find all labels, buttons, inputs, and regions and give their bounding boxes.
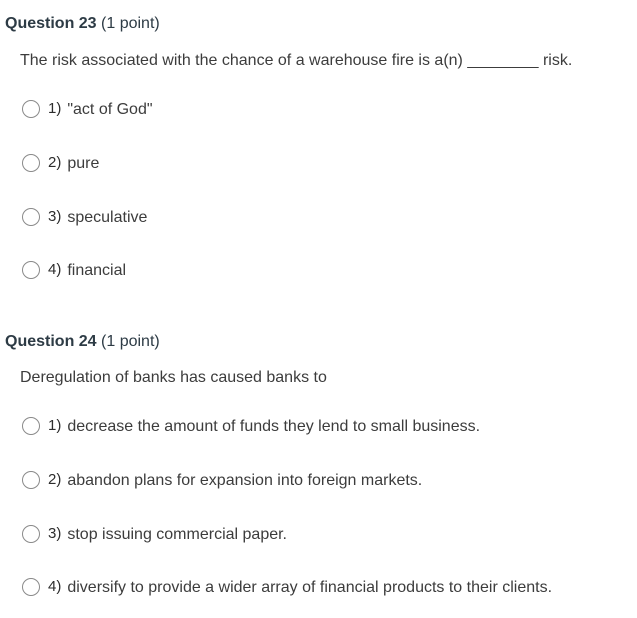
- radio-button[interactable]: [22, 154, 40, 172]
- answer-option-4[interactable]: [22, 575, 552, 599]
- answer-option-3[interactable]: [22, 205, 147, 229]
- answer-option-4[interactable]: [22, 258, 126, 282]
- option-number: 1): [48, 416, 62, 434]
- option-label: stop issuing commercial paper.: [67, 526, 287, 543]
- option-number: 3): [48, 207, 62, 225]
- option-number: 4): [48, 260, 62, 278]
- radio-button[interactable]: [22, 100, 40, 118]
- radio-button[interactable]: [22, 417, 40, 435]
- radio-button[interactable]: [22, 525, 40, 543]
- option-label: abandon plans for expansion into foreign markets.: [67, 472, 423, 489]
- option-number: 3): [48, 524, 62, 542]
- option-number: 4): [48, 577, 62, 595]
- question-header: [5, 333, 160, 351]
- radio-button[interactable]: [22, 471, 40, 489]
- question-points: (1 point): [101, 333, 160, 350]
- radio-button[interactable]: [22, 578, 40, 596]
- question-points: (1 point): [101, 15, 160, 32]
- option-label: "act of God": [67, 101, 153, 118]
- radio-button[interactable]: [22, 261, 40, 279]
- option-label: decrease the amount of funds they lend to small business.: [67, 418, 481, 435]
- option-label: diversify to provide a wider array of financial products to their clients.: [67, 579, 553, 596]
- question-title: Question 24: [5, 333, 97, 350]
- option-number: 2): [48, 153, 62, 171]
- question-header: [5, 15, 160, 33]
- option-label: pure: [67, 155, 100, 172]
- option-number: 1): [48, 99, 62, 117]
- answer-option-3[interactable]: [22, 522, 287, 546]
- answer-option-1[interactable]: [22, 414, 480, 438]
- question-text: Deregulation of banks has caused banks to: [20, 369, 327, 386]
- question-text: The risk associated with the chance of a warehouse fire is a(n) ________ risk.: [20, 52, 573, 69]
- answer-option-1[interactable]: [22, 97, 153, 121]
- option-label: financial: [67, 262, 127, 279]
- question-title: Question 23: [5, 15, 97, 32]
- answer-option-2[interactable]: [22, 151, 99, 175]
- option-number: 2): [48, 470, 62, 488]
- option-label: speculative: [67, 209, 148, 226]
- answer-option-2[interactable]: [22, 468, 422, 492]
- radio-button[interactable]: [22, 208, 40, 226]
